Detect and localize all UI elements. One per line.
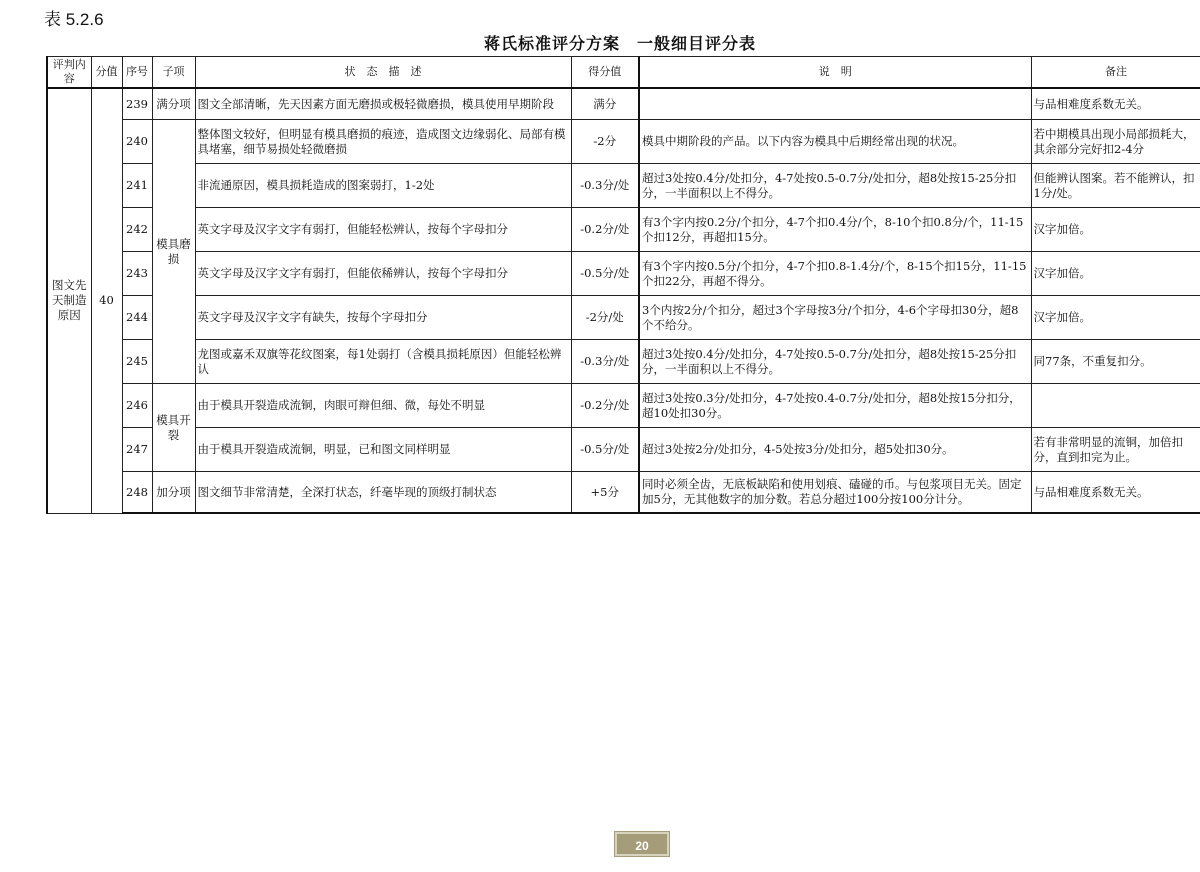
seq-cell: 239 <box>122 88 152 120</box>
score-cell: +5分 <box>571 472 639 514</box>
explain-cell: 有3个字内按0.5分/个扣分，4-7个扣0.8-1.4分/个，8-15个扣15分，11-15个扣22分，再超不得分。 <box>639 252 1031 296</box>
score-cell: 满分 <box>571 88 639 120</box>
header-score: 得分值 <box>571 57 639 89</box>
table-row <box>47 252 1200 296</box>
score-cell: -0.2分/处 <box>571 208 639 252</box>
page-number-badge: 20 <box>615 832 669 856</box>
scoring-table <box>46 56 1200 514</box>
note-cell <box>1031 384 1200 428</box>
note-cell: 但能辨认图案。若不能辨认，扣1分/处。 <box>1031 164 1200 208</box>
header-note: 备注 <box>1031 57 1200 89</box>
desc-cell: 图文细节非常清楚，全深打状态，纤毫毕现的顶级打制状态 <box>195 472 571 514</box>
desc-cell: 非流通原因，模具损耗造成的图案弱打，1-2处 <box>195 164 571 208</box>
desc-cell: 龙图或嘉禾双旗等花纹图案，每1处弱打（含模具损耗原因）但能轻松辨认 <box>195 340 571 384</box>
table-row <box>47 340 1200 384</box>
table-row <box>47 88 1200 120</box>
score-cell: -0.2分/处 <box>571 384 639 428</box>
explain-cell <box>639 88 1031 120</box>
explain-cell: 超过3处按0.4分/处扣分，4-7处按0.5-0.7分/处扣分，超8处按15-25分扣分，一半面积以上不得分。 <box>639 340 1031 384</box>
seq-cell: 240 <box>122 120 152 164</box>
score-cell: -2分/处 <box>571 296 639 340</box>
explain-cell: 超过3处按0.4分/处扣分，4-7处按0.5-0.7分/处扣分，超8处按15-25分扣分，一半面积以上不得分。 <box>639 164 1031 208</box>
header-sub: 子项 <box>152 57 195 89</box>
score-cell: -0.3分/处 <box>571 340 639 384</box>
desc-cell: 由于模具开裂造成流铜，肉眼可辩但细、微，每处不明显 <box>195 384 571 428</box>
seq-cell: 246 <box>122 384 152 428</box>
note-cell: 汉字加倍。 <box>1031 296 1200 340</box>
sub-cell: 加分项 <box>152 472 195 514</box>
points-cell: 40 <box>91 88 122 513</box>
explain-cell <box>639 472 1031 514</box>
seq-cell: 247 <box>122 428 152 472</box>
desc-cell: 英文字母及汉字文字有缺失，按每个字母扣分 <box>195 296 571 340</box>
table-row <box>47 208 1200 252</box>
desc-cell: 英文字母及汉字文字有弱打，但能轻松辨认，按每个字母扣分 <box>195 208 571 252</box>
table-row <box>47 296 1200 340</box>
score-cell: -2分 <box>571 120 639 164</box>
explain-cell: 有3个字内按0.2分/个扣分，4-7个扣0.4分/个，8-10个扣0.8分/个，11-15个扣12分，再超扣15分。 <box>639 208 1031 252</box>
note-cell: 汉字加倍。 <box>1031 252 1200 296</box>
desc-cell: 英文字母及汉字文字有弱打，但能依稀辨认，按每个字母扣分 <box>195 252 571 296</box>
header-row <box>47 57 1200 89</box>
note-cell: 同77条，不重复扣分。 <box>1031 340 1200 384</box>
note-cell: 汉字加倍。 <box>1031 208 1200 252</box>
seq-cell: 248 <box>122 472 152 514</box>
header-explain: 说 明 <box>639 57 1031 89</box>
header-desc: 状 态 描 述 <box>195 57 571 89</box>
note-cell: 若中期模具出现小局部损耗大，其余部分完好扣2-4分 <box>1031 120 1200 164</box>
explain-cell: 超过3处按2分/处扣分，4-5处按3分/处扣分，超5处扣30分。 <box>639 428 1031 472</box>
seq-cell: 244 <box>122 296 152 340</box>
desc-cell: 由于模具开裂造成流铜，明显，已和图文同样明显 <box>195 428 571 472</box>
header-seq: 序号 <box>122 57 152 89</box>
sub-cell: 满分项 <box>152 88 195 120</box>
score-cell: -0.5分/处 <box>571 252 639 296</box>
table-row <box>47 472 1200 514</box>
score-cell: -0.3分/处 <box>571 164 639 208</box>
table-row <box>47 120 1200 164</box>
table-label: 表 5.2.6 <box>44 10 104 29</box>
header-judge: 评判内容 <box>47 57 91 89</box>
explain-cell: 3个内按2分/个扣分，超过3个字母按3分/个扣分，4-6个字母扣30分，超8个不给分。 <box>639 296 1031 340</box>
table-row <box>47 384 1200 428</box>
explain-cell: 超过3处按0.3分/处扣分，4-7处按0.4-0.7分/处扣分，超8处按15分扣分，超10处扣30分。 <box>639 384 1031 428</box>
score-cell: -0.5分/处 <box>571 428 639 472</box>
seq-cell: 245 <box>122 340 152 384</box>
note-cell: 与品相难度系数无关。 <box>1031 88 1200 120</box>
seq-cell: 243 <box>122 252 152 296</box>
sub-cell: 模具开裂 <box>152 384 195 472</box>
seq-cell: 241 <box>122 164 152 208</box>
note-cell: 与品相难度系数无关。 <box>1031 472 1200 514</box>
header-points: 分值 <box>91 57 122 89</box>
desc-cell: 图文全部清晰，先天因素方面无磨损或极轻微磨损，模具使用早期阶段 <box>195 88 571 120</box>
table-row <box>47 428 1200 472</box>
sub-cell: 模具磨损 <box>152 120 195 384</box>
note-cell: 若有非常明显的流铜，加倍扣分，直到扣完为止。 <box>1031 428 1200 472</box>
seq-cell: 242 <box>122 208 152 252</box>
page-title: 蒋氏标准评分方案 一般细目评分表 <box>483 34 756 53</box>
explain-cell: 模具中期阶段的产品。以下内容为模具中后期经常出现的状况。 <box>639 120 1031 164</box>
explain-text: 同时必须全齿，无底板缺陷和使用划痕、磕碰的币。与包浆项目无关。固定加5分，无其他数字的加分数。若总分超过100分按100分计分。 <box>642 477 1022 506</box>
desc-cell: 整体图文较好，但明显有模具磨损的痕迹，造成图文边缘弱化、局部有模具堵塞，细节易损处轻微磨损 <box>195 120 571 164</box>
table-row <box>47 164 1200 208</box>
judge-cell: 图文先天制造原因 <box>47 88 91 513</box>
